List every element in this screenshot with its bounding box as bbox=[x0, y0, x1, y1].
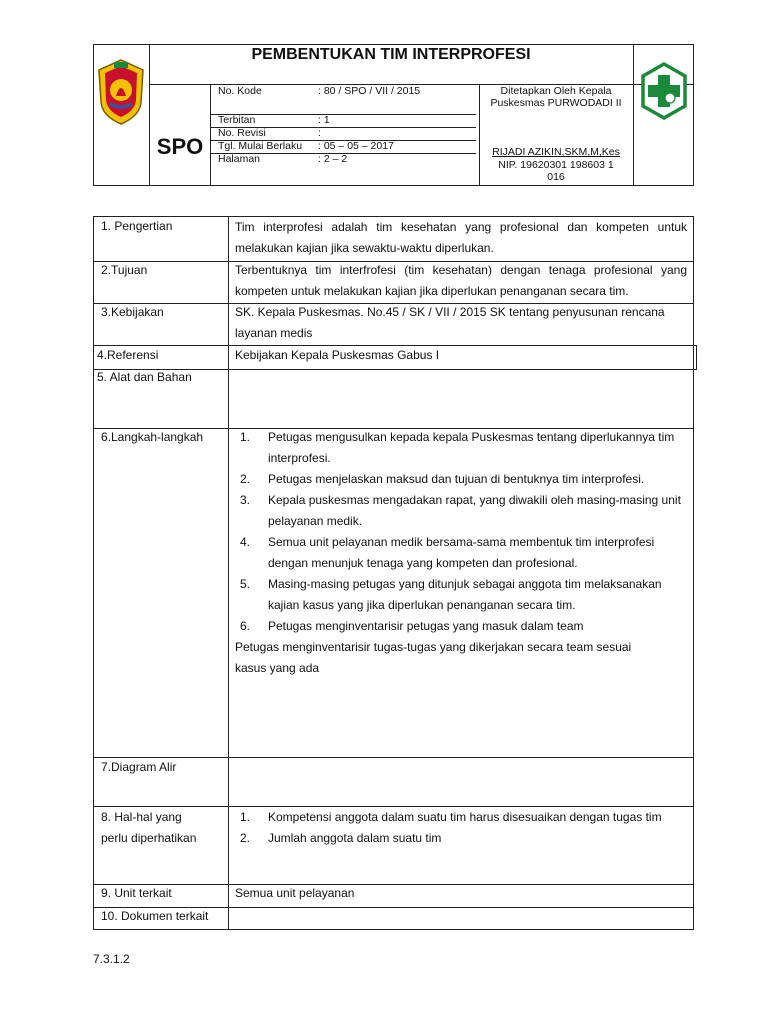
step-text: Kepala puskesmas mengadakan rapat, yang diwakili oleh masing-masing unit pelayanan medik. bbox=[268, 493, 681, 528]
ditetapkan-line2: Puskesmas PURWODADI II bbox=[490, 97, 622, 109]
spo-label: SPO bbox=[156, 134, 204, 159]
document-title: PEMBENTUKAN TIM INTERPROFESI bbox=[251, 46, 531, 63]
label-hal-line2: perlu diperhatikan bbox=[101, 831, 197, 845]
regional-emblem-icon bbox=[96, 58, 146, 126]
step-number: 1. bbox=[240, 430, 251, 444]
list-item bbox=[234, 469, 687, 490]
label-diagram-alir: 7.Diagram Alir bbox=[101, 760, 177, 774]
step-text: Petugas mengusulkan kepada kepala Puskesmas tentang diperlukannya tim interprofesi. bbox=[268, 430, 675, 465]
field-no-revisi-label: No. Revisi bbox=[218, 127, 266, 139]
list-item bbox=[234, 427, 687, 469]
label-langkah: 6.Langkah-langkah bbox=[101, 430, 204, 444]
langkah-trailing-text: Petugas menginventarisir tugas-tugas yang dikerjakan secara team sesuai kasus yang ada bbox=[235, 640, 632, 675]
step-number: 5. bbox=[240, 577, 251, 591]
hal-number: 1. bbox=[240, 810, 251, 824]
field-no-kode-value: : 80 / SPO / VII / 2015 bbox=[318, 85, 421, 97]
label-referensi: 4.Referensi bbox=[97, 348, 159, 362]
field-no-revisi-value: : bbox=[318, 127, 321, 139]
nip-line1: NIP. 19620301 198603 1 bbox=[498, 159, 614, 171]
step-text: Semua unit pelayanan medik bersama-sama membentuk tim interprofesi dengan menunjuk tenaga yang kompeten dan profesional. bbox=[268, 535, 655, 570]
label-kebijakan: 3.Kebijakan bbox=[101, 305, 164, 319]
hal-list bbox=[234, 807, 664, 849]
list-item bbox=[234, 490, 687, 532]
field-terbitan-label: Terbitan bbox=[218, 114, 256, 126]
hal-text: Kompetensi anggota dalam suatu tim harus disesuaikan dengan tugas tim bbox=[268, 810, 662, 824]
field-tgl-label: Tgl. Mulai Berlaku bbox=[218, 140, 303, 152]
label-alat-bahan: 5. Alat dan Bahan bbox=[97, 370, 192, 384]
step-number: 4. bbox=[240, 535, 251, 549]
field-no-kode-label: No. Kode bbox=[218, 85, 262, 97]
text-pengertian: Tim interprofesi adalah tim kesehatan yang profesional dan kompeten untuk melakukan kajian jika sewaktu-waktu diperlukan. bbox=[235, 220, 687, 255]
label-hal-hal bbox=[101, 807, 196, 849]
field-tgl-value: : 05 – 05 – 2017 bbox=[318, 140, 394, 152]
puskesmas-cross-icon bbox=[641, 62, 687, 120]
field-halaman-value: : 2 – 2 bbox=[318, 153, 348, 165]
nip-line2: 016 bbox=[547, 171, 565, 183]
list-item bbox=[234, 616, 687, 637]
steps-list bbox=[234, 427, 687, 679]
label-hal-line1: 8. Hal-hal yang bbox=[101, 810, 182, 824]
step-number: 6. bbox=[240, 619, 251, 633]
field-terbitan-value: : 1 bbox=[318, 114, 330, 126]
step-number: 2. bbox=[240, 472, 251, 486]
label-dokumen-terkait: 10. Dokumen terkait bbox=[101, 909, 209, 923]
footer-code: 7.3.1.2 bbox=[93, 952, 130, 966]
step-text: Petugas menginventarisir petugas yang masuk dalam team bbox=[268, 619, 584, 633]
list-item bbox=[234, 828, 664, 849]
text-referensi: Kebijakan Kepala Puskesmas Gabus I bbox=[235, 348, 440, 362]
text-unit-terkait: Semua unit pelayanan bbox=[235, 886, 355, 900]
text-kebijakan: SK. Kepala Puskesmas. No.45 / SK / VII / 2015 SK tentang penyusunan rencana layanan medis bbox=[235, 305, 665, 340]
text-tujuan: Terbentuknya tim interfrofesi (tim kesehatan) dengan tenaga profesional yang kompeten untuk melakukan kajian jika diperlukan penanganan secara tim. bbox=[235, 263, 687, 298]
step-text: Masing-masing petugas yang ditunjuk sebagai anggota tim melaksanakan kajian kasus yang jika diperlukan penanganan secara tim. bbox=[268, 577, 662, 612]
label-tujuan: 2.Tujuan bbox=[101, 263, 148, 277]
field-halaman-label: Halaman bbox=[218, 153, 261, 165]
hal-number: 2. bbox=[240, 831, 251, 845]
ditetapkan-line1: Ditetapkan Oleh Kepala bbox=[500, 85, 612, 97]
signatory-name: RIJADI AZIKIN,SKM,M,Kes bbox=[492, 146, 620, 158]
list-item bbox=[234, 532, 687, 574]
label-unit-terkait: 9. Unit terkait bbox=[101, 886, 172, 900]
hal-text: Jumlah anggota dalam suatu tim bbox=[268, 831, 442, 845]
label-pengertian: 1. Pengertian bbox=[101, 219, 173, 233]
list-item bbox=[234, 574, 687, 616]
step-text: Petugas menjelaskan maksud dan tujuan di bentuknya tim interprofesi. bbox=[268, 472, 645, 486]
step-number: 3. bbox=[240, 493, 251, 507]
list-item bbox=[234, 807, 664, 828]
